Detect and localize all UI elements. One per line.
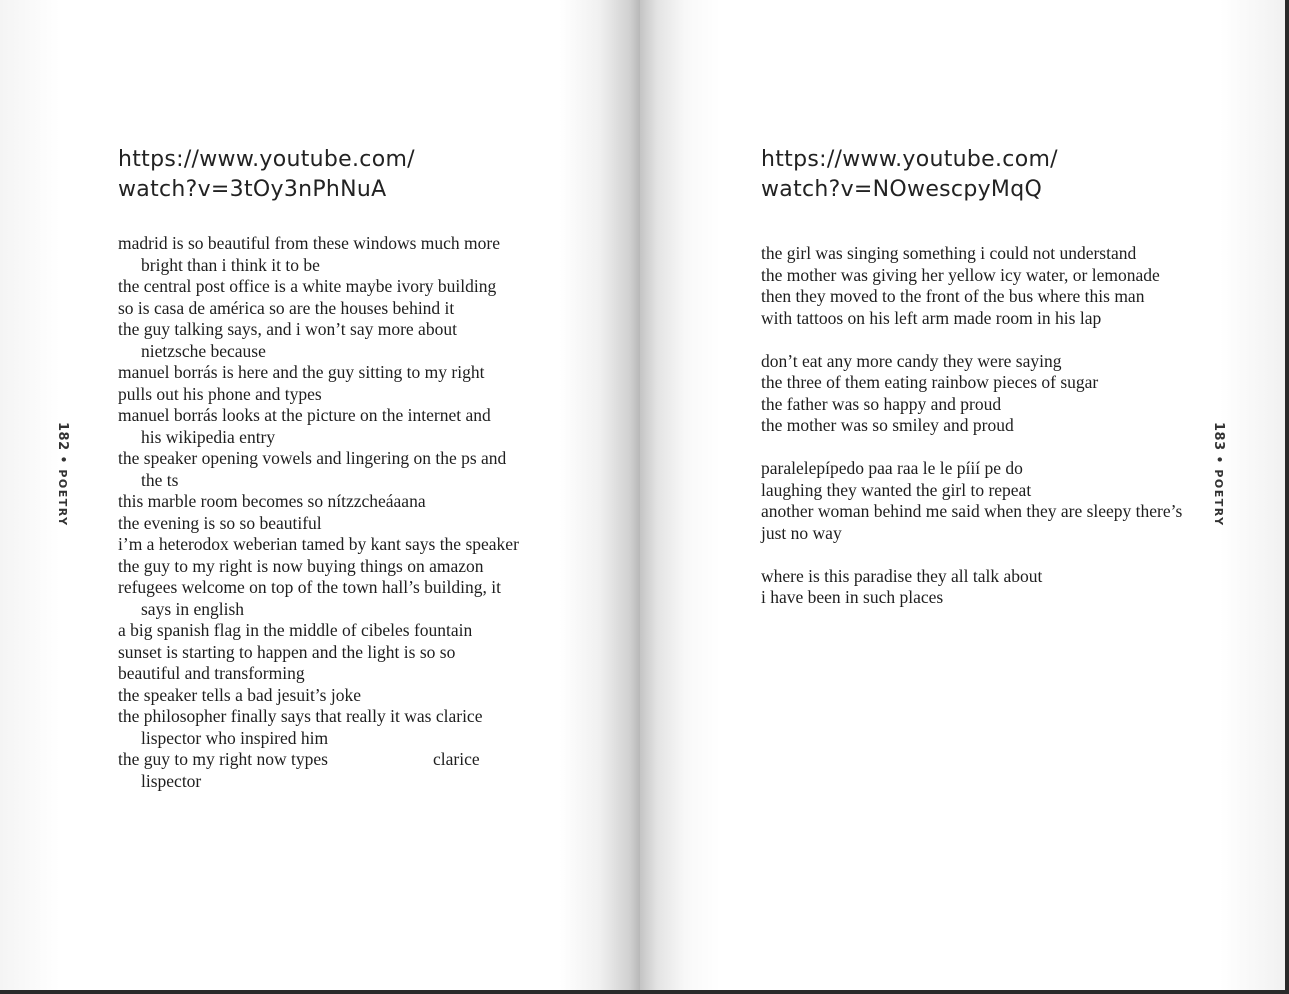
poem-line: bright than i think it to be xyxy=(141,254,320,275)
right-folio xyxy=(1211,422,1226,527)
poem-line: with tattoos on his left arm made room in his lap xyxy=(761,307,1102,328)
page-number: 183 xyxy=(1211,422,1226,451)
right-page xyxy=(640,0,1285,990)
poem-line: just no way xyxy=(761,522,842,543)
poem-line: lispector who inspired him xyxy=(141,727,329,748)
poem-line: paralelepípedo paa raa le le píií pe do xyxy=(761,458,1023,478)
poem-line: so is casa de américa so are the houses behind it xyxy=(118,297,455,318)
poem-line: the philosopher finally says that really it was clarice xyxy=(118,706,483,726)
poem-line: the evening is so so beautiful xyxy=(118,512,322,533)
poem-line: where is this paradise they all talk about xyxy=(761,565,1043,586)
title-line: watch?v=NOwescpyMqQ xyxy=(761,177,1043,202)
poem-line: his wikipedia entry xyxy=(141,426,276,447)
title-line: https://www.youtube.com/ xyxy=(118,147,415,172)
left-poem-body xyxy=(118,233,519,792)
poem-line: then they moved to the front of the bus where this man xyxy=(761,286,1145,306)
poem-line: this marble room becomes so nítzzcheáaana xyxy=(118,491,426,511)
poem-line: manuel borrás looks at the picture on the internet and xyxy=(118,405,491,425)
folio-bullet: • xyxy=(56,455,70,465)
right-poem-body xyxy=(761,243,1182,609)
poem-line: the ts xyxy=(141,469,179,490)
poem-line: the speaker opening vowels and lingering on the ps and xyxy=(118,448,507,468)
poem-line: another woman behind me said when they are sleepy there’s xyxy=(761,501,1183,521)
poem-line: nietzsche because xyxy=(141,340,266,361)
left-page xyxy=(0,0,640,990)
poem-line: i’m a heterodox weberian tamed by kant says the speaker xyxy=(118,534,519,554)
left-folio xyxy=(55,422,70,527)
poem-line: the girl was singing something i could not understand xyxy=(761,243,1137,263)
poem-line: sunset is starting to happen and the light is so so xyxy=(118,641,456,662)
folio-bullet: • xyxy=(1212,455,1226,465)
page-number: 182 xyxy=(55,422,70,451)
poem-line: the central post office is a white maybe ivory building xyxy=(118,276,497,296)
stanza-break xyxy=(761,544,1182,566)
poem-line: madrid is so beautiful from these windows much more xyxy=(118,233,501,253)
right-poem-title xyxy=(761,145,1058,205)
title-line: https://www.youtube.com/ xyxy=(761,147,1058,172)
poem-line: refugees welcome on top of the town hall’s building, it xyxy=(118,577,501,597)
poem-line: beautiful and transforming xyxy=(118,663,305,683)
poem-line: manuel borrás is here and the guy sitting to my right xyxy=(118,362,485,382)
section-name: POETRY xyxy=(1212,469,1225,527)
poem-line: lispector xyxy=(141,770,202,791)
poem-line: the guy to my right is now buying things on amazon xyxy=(118,555,484,576)
poem-line: the guy talking says, and i won’t say more about xyxy=(118,319,457,339)
poem-line: a big spanish flag in the middle of cibeles fountain xyxy=(118,620,473,640)
left-poem-title xyxy=(118,145,415,205)
title-line: watch?v=3tOy3nPhNuA xyxy=(118,177,387,202)
section-name: POETRY xyxy=(56,469,69,527)
poem-line: the father was so happy and proud xyxy=(761,393,1002,414)
poem-line: i have been in such places xyxy=(761,587,944,607)
poem-line: the speaker tells a bad jesuit’s joke xyxy=(118,684,361,705)
stanza-break xyxy=(761,329,1182,351)
poem-line: don’t eat any more candy they were saying xyxy=(761,350,1062,371)
stanza-break xyxy=(761,437,1182,459)
poem-line: pulls out his phone and types xyxy=(118,383,322,404)
poem-line: the mother was so smiley and proud xyxy=(761,415,1014,435)
poem-line: says in english xyxy=(141,598,245,619)
poem-line: the guy to my right now types clarice xyxy=(118,749,480,769)
poem-line: the three of them eating rainbow pieces of sugar xyxy=(761,372,1099,392)
poem-line: laughing they wanted the girl to repeat xyxy=(761,479,1032,500)
poem-line: the mother was giving her yellow icy water, or lemonade xyxy=(761,264,1160,285)
